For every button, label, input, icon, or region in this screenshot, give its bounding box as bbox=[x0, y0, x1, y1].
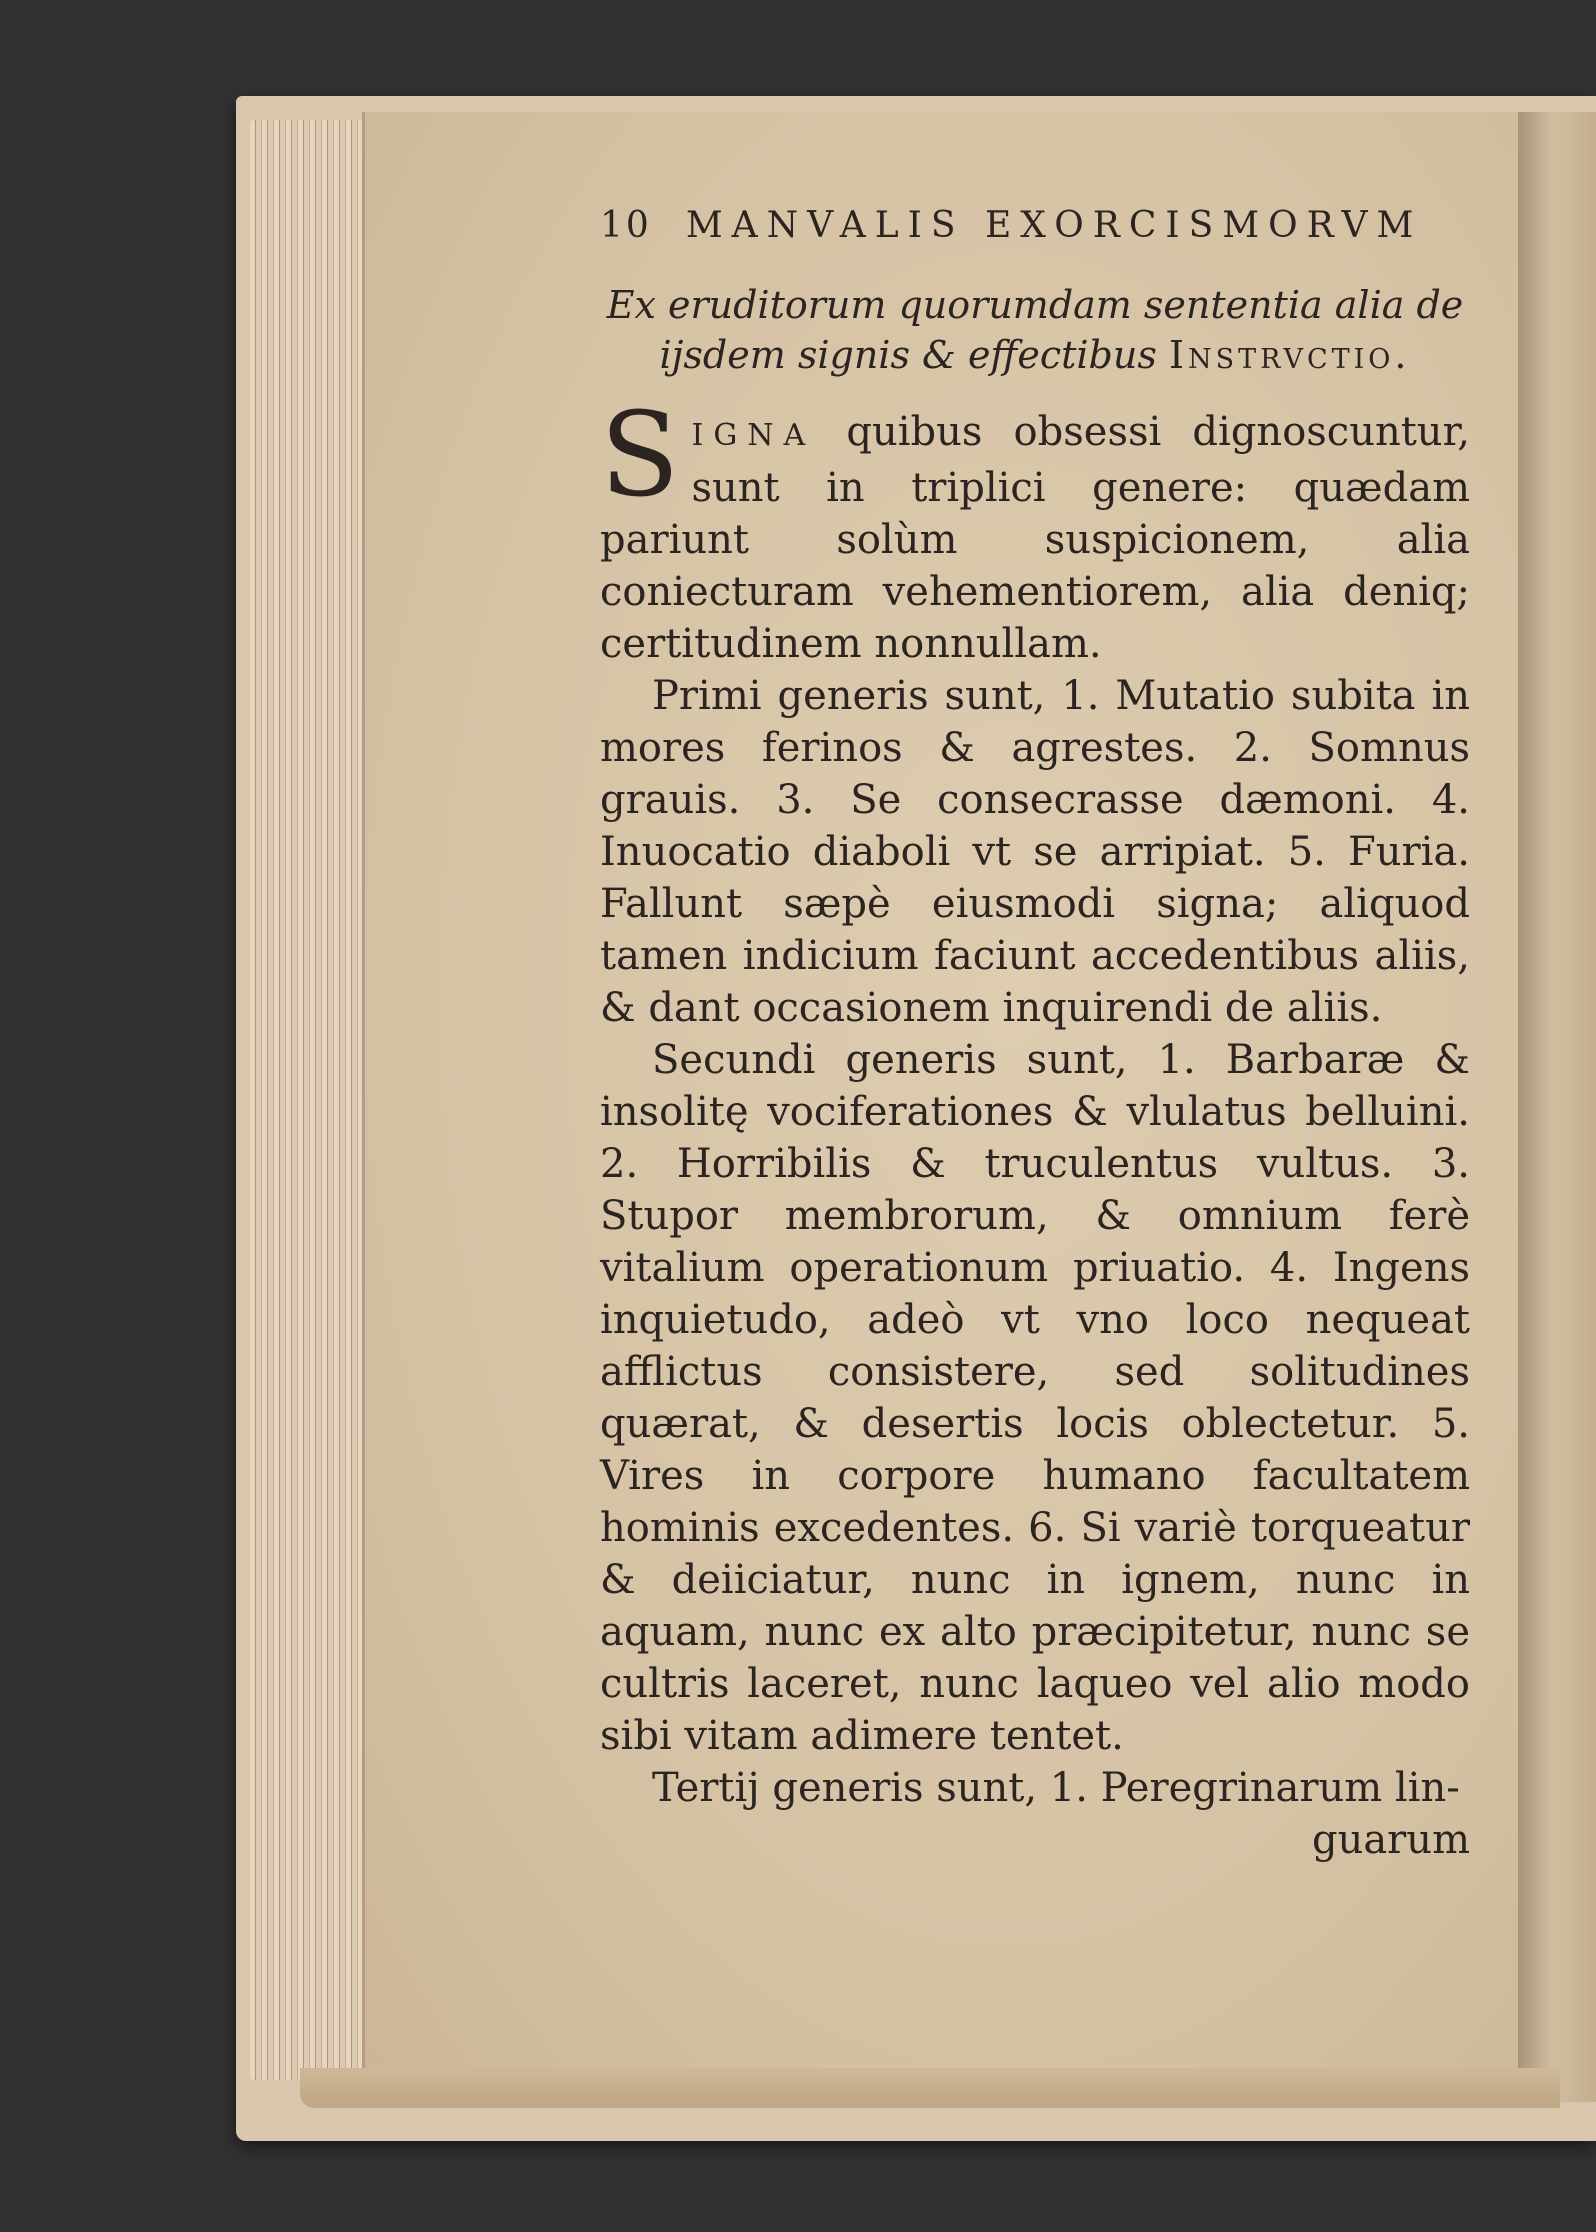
page-bottom-edge bbox=[300, 2068, 1560, 2108]
heading-line-2 bbox=[600, 330, 1470, 380]
paragraph-2: Primi generis sunt, 1. Mutatio subita in mores ferinos & agrestes. 2. Somnus grauis. 3. Se consecrasse dæmoni. 4. Inuocatio diaboli vt se arripiat. 5. Furia. Fallunt sæpè eiusmodi signa; aliquod tamen indicium faciunt accedentibus aliis, & dant occasionem inquirendi de aliis. bbox=[600, 673, 1470, 1031]
catchword: guarum bbox=[1311, 1817, 1470, 1863]
running-title: MANVALIS EXORCISMORVM bbox=[685, 205, 1423, 246]
page-edges bbox=[250, 120, 370, 2080]
paragraph-1 bbox=[600, 388, 1471, 670]
paragraph-4: Tertij generis sunt, 1. Peregrinarum lin- bbox=[652, 1765, 1460, 1811]
text-block bbox=[600, 205, 1470, 1866]
heading-line-1: Ex eruditorum quorumdam sententia alia de bbox=[606, 283, 1464, 327]
section-heading bbox=[600, 280, 1470, 380]
heading-line-2-italic: ijsdem signis & effectibus bbox=[659, 333, 1157, 377]
drop-cap: S bbox=[600, 388, 680, 523]
running-head bbox=[600, 205, 1470, 246]
page-number: 10 bbox=[600, 205, 652, 246]
paragraph-3: Secundi generis sunt, 1. Barbaræ & insolitę vociferationes & vlulatus belluini. 2. Horribilis & truculentus vultus. 3. Stupor membrorum, & omnium ferè vitalium operationum priuatio. 4. Ingens inquietudo, adeò vt vno loco nequeat afflictus consistere, sed solitudines quærat, & desertis locis oblectetur. 5. Vires in corpore humano facultatem hominis excedentes. 6. Si variè torqueatur & deiiciatur, nunc in ignem, nunc in aquam, nunc ex alto præcipitetur, nunc se cultris laceret, nunc laqueo vel alio modo sibi vitam adimere tentet. bbox=[600, 1037, 1470, 1759]
heading-line-2-caps: Instrvctio. bbox=[1168, 333, 1411, 377]
book-gutter bbox=[1518, 112, 1596, 2102]
paragraph-1-text: quibus obsessi dignoscuntur, sunt in triplici genere: quædam pariunt solùm suspicionem, alia coniecturam vehementiorem, alia deniq; certitudinem nonnullam. bbox=[600, 409, 1471, 667]
body-text bbox=[600, 388, 1471, 1866]
first-word-rest: IGNA bbox=[691, 418, 816, 453]
